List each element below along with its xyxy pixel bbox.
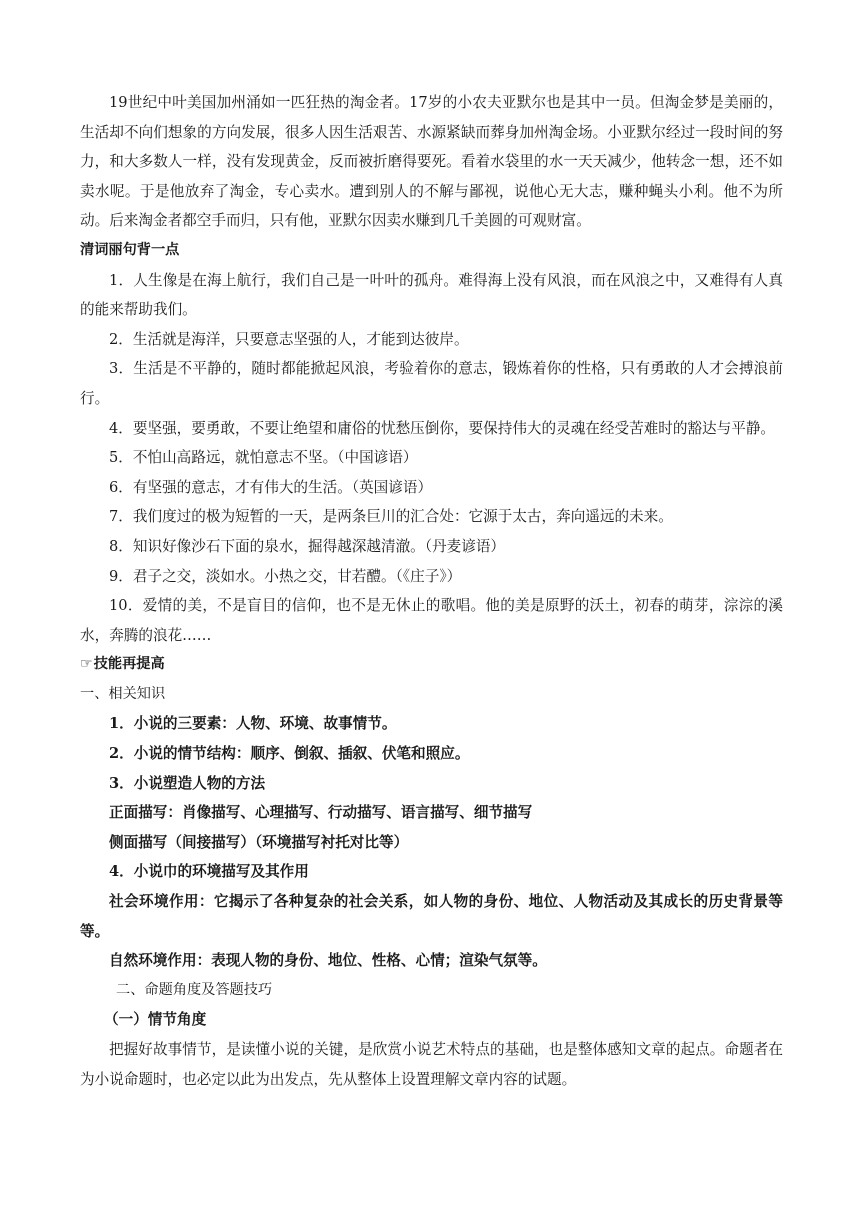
quote-item: 8．知识好像沙石下面的泉水，掘得越深越清澈。（丹麦谚语） [109, 537, 506, 555]
knowledge-item: 3．小说塑造人物的方法 [109, 774, 266, 792]
quote-item: 6．有坚强的意志，才有伟大的生活。（英国谚语） [109, 478, 433, 496]
knowledge-item: 侧面描写（间接描写）（环境描写衬托对比等） [109, 833, 409, 851]
quote-item: 1．人生像是在海上航行，我们自己是一叶叶的孤舟。难得海上没有风浪，而在风浪之中，又难得有人真的能来帮助我们。 [80, 271, 783, 319]
quote-item: 9．君子之交，淡如水。小热之交，甘若醴。（《庄子》） [109, 567, 462, 585]
intro-paragraph: 19世纪中叶美国加州涌如一匹狂热的淘金者。17岁的小农夫亚默尔也是其中一员。但淘金梦是美丽的，生活却不向们想象的方向发展，很多人因生活艰苦、水源紧缺而葬身加州淘金场。小亚默尔经过一段时间的努力，和大多数人一样，没有发现黄金，反而被折磨得要死。看着水袋里的水一天天减少，他转念一想，还不如卖水呢。于是他放弃了淘金，专心卖水。遭到别人的不解与鄙视，说他心无大志，赚种蝇头小利。他不为所动。后来淘金者都空手而归，只有他，亚默尔因卖水赚到几千美圆的可观财富。 [80, 94, 783, 230]
part2-title: 二、命题角度及答题技巧 [116, 981, 273, 998]
quote-item: 5．不怕山高路远，就怕意志不坚。（中国谚语） [109, 449, 418, 467]
quote-item: 4．要坚强，要勇敢，不要让绝望和庸俗的忧愁压倒你，要保持伟大的灵魂在经受苦难时的豁达与平静。 [109, 419, 776, 437]
knowledge-item: 4．小说巾的环境描写及其作用 [109, 863, 309, 881]
skills-title-text: 技能再提高 [93, 656, 165, 673]
document-page [80, 88, 783, 1094]
knowledge-item: 社会环境作用：它揭示了各种复杂的社会关系，如人物的身份、地位、人物活动及其成长的历史背景等等。 [80, 893, 783, 940]
knowledge-item: 自然环境作用：表现人物的身份、地位、性格、心情；渲染气氛等。 [109, 952, 547, 970]
knowledge-item: 2．小说的情节结构：顺序、倒叙、插叙、伏笔和照应。 [109, 745, 470, 763]
quotes-section-title: 清词丽句背一点 [80, 241, 180, 258]
skills-section-title [80, 650, 783, 680]
subsection-title: （一）情节角度 [104, 1011, 207, 1029]
quote-item: 3．生活是不平静的，随时都能掀起风浪，考验着你的意志，锻炼着你的性格，只有勇敢的人才会搏浪前行。 [80, 360, 783, 407]
pointing-hand-icon: ☞ [80, 656, 93, 673]
part1-title: 一、相关知识 [80, 685, 166, 702]
quote-item: 10．爱情的美，不是盲目的信仰，也不是无休止的歌唱。他的美是原野的沃土，初春的萌芽，淙淙的溪水，奔腾的浪花…… [80, 597, 783, 644]
closing-paragraph: 把握好故事情节，是读懂小说的关键，是欣赏小说艺术特点的基础，也是整体感知文章的起点。命题者在为小说命题时，也必定以此为出发点，先从整体上设置理解文章内容的试题。 [80, 1041, 783, 1088]
knowledge-item: 正面描写：肖像描写、心理描写、行动描写、语言描写、细节描写 [109, 804, 533, 822]
quote-item: 7．我们度过的极为短暂的一天，是两条巨川的汇合处：它源于太古，奔向遥远的未来。 [109, 508, 673, 526]
knowledge-item: 1．小说的三要素：人物、环境、故事情节。 [109, 715, 397, 733]
quote-item: 2．生活就是海洋，只要意志坚强的人，才能到达彼岸。 [109, 330, 469, 348]
